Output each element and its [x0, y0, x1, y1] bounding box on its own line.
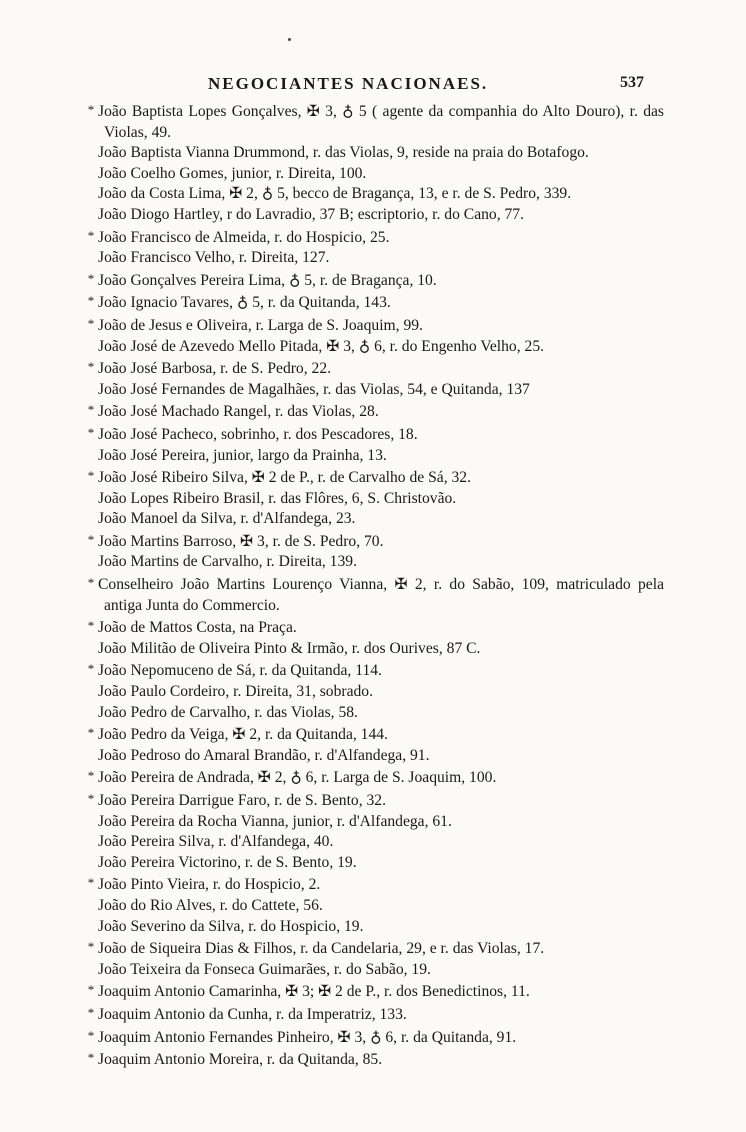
star-marker: * [87, 618, 95, 634]
list-item [84, 466, 664, 489]
list-item [84, 616, 664, 639]
entry-text: João Severino da Silva, r. do Hospicio, 19. [98, 917, 364, 935]
entry-text: João José de Azevedo Mello Pitada, ✠ 3, ♁ 6, r. do Engenho Velho, 25. [98, 337, 545, 355]
entry-text: João Lopes Ribeiro Brasil, r. das Flôres, 6, S. Christovão. [98, 489, 457, 507]
star-marker: * [87, 939, 95, 955]
entry-text: João José Pereira, junior, largo da Prainha, 13. [98, 446, 387, 464]
list-item [84, 357, 664, 380]
list-item [84, 960, 664, 981]
list-item [84, 446, 664, 467]
entry-text: João José Machado Rangel, r. das Violas, 28. [98, 403, 379, 421]
entry-text: João da Costa Lima, ✠ 2, ♁ 5, becco de Bragança, 13, e r. de S. Pedro, 339. [98, 185, 572, 203]
entry-text: João José Barbosa, r. de S. Pedro, 22. [98, 360, 332, 378]
star-marker: * [87, 1027, 95, 1043]
entry-text: João José Pacheco, sobrinho, r. dos Pescadores, 18. [98, 425, 418, 443]
list-item [84, 552, 664, 573]
list-item [84, 314, 664, 337]
list-item [84, 100, 664, 143]
entry-text: João Baptista Lopes Gonçalves, ✠ 3, ♁ 5 ( agente da companhia do Alto Douro), r. das Violas, 49. [98, 103, 664, 141]
list-item [84, 873, 664, 896]
list-item [84, 248, 664, 269]
entry-text: João Diogo Hartley, r do Lavradio, 37 B; escriptorio, r. do Cano, 77. [98, 205, 525, 223]
list-item [84, 400, 664, 423]
entry-text: João do Rio Alves, r. do Cattete, 56. [98, 896, 323, 914]
list-item [84, 937, 664, 960]
star-marker: * [87, 359, 95, 375]
star-marker: * [87, 661, 95, 677]
list-item [84, 832, 664, 853]
merchant-list [84, 100, 664, 1071]
entry-text: João Militão de Oliveira Pinto & Irmão, r. dos Ourives, 87 C. [98, 639, 481, 657]
star-marker: * [87, 725, 95, 741]
entry-text: Joaquim Antonio Fernandes Pinheiro, ✠ 3, ♁ 6, r. da Quitanda, 91. [98, 1028, 517, 1046]
entry-text: João de Mattos Costa, na Praça. [98, 619, 297, 637]
entry-text: Conselheiro João Martins Lourenço Vianna, ✠ 2, r. do Sabão, 109, matriculado pela antiga Junta do Commercio. [98, 576, 664, 614]
page-title: NEGOCIANTES NACIONAES. [208, 74, 489, 93]
list-item [84, 1026, 664, 1049]
entry-text: João Paulo Cordeiro, r. Direita, 31, sobrado. [98, 683, 374, 701]
entry-text: Joaquim Antonio Moreira, r. da Quitanda, 85. [98, 1051, 383, 1069]
entry-text: João Martins de Carvalho, r. Direita, 139. [98, 553, 357, 571]
list-item [84, 639, 664, 660]
list-item [84, 766, 664, 789]
list-item [84, 896, 664, 917]
star-marker: * [87, 575, 95, 591]
star-marker: * [87, 531, 95, 547]
list-item [84, 980, 664, 1003]
list-item [84, 164, 664, 185]
star-marker: * [87, 270, 95, 286]
star-marker: * [87, 791, 95, 806]
star-marker: * [87, 768, 95, 784]
print-speck [288, 38, 291, 41]
list-item [84, 380, 664, 401]
star-marker: * [87, 102, 95, 117]
entry-text: João de Siqueira Dias & Filhos, r. da Candelaria, 29, e r. das Violas, 17. [98, 940, 545, 958]
list-item [84, 917, 664, 938]
entry-text: João Pinto Vieira, r. do Hospicio, 2. [98, 876, 321, 894]
list-item [84, 1003, 664, 1026]
list-item [84, 143, 664, 164]
entry-text: João de Jesus e Oliveira, r. Larga de S. Joaquim, 99. [98, 316, 423, 334]
entry-text: João Baptista Vianna Drummond, r. das Violas, 9, reside na praia do Botafogo. [98, 144, 589, 162]
page-header [0, 74, 746, 96]
list-item [84, 853, 664, 874]
entry-text: João Pedro de Carvalho, r. das Violas, 58. [98, 703, 358, 721]
star-marker: * [87, 468, 95, 484]
entry-text: João Martins Barroso, ✠ 3, r. de S. Pedro, 70. [98, 532, 384, 550]
star-marker: * [87, 227, 95, 243]
star-marker: * [87, 424, 95, 440]
entry-text: João Teixeira da Fonseca Guimarães, r. do Sabão, 19. [98, 960, 431, 978]
list-item [84, 509, 664, 530]
list-item [84, 489, 664, 510]
entry-text: João Pereira Silva, r. d'Alfandega, 40. [98, 833, 334, 851]
entry-text: João Pereira Victorino, r. de S. Bento, 19. [98, 853, 357, 871]
list-item [84, 530, 664, 553]
entry-text: João Pereira da Rocha Vianna, junior, r. d'Alfandega, 61. [98, 812, 452, 830]
star-marker: * [87, 315, 95, 331]
page-number: 537 [620, 74, 644, 91]
entry-text: João Pereira Darrigue Faro, r. de S. Bento, 32. [98, 792, 386, 809]
entry-text: João Francisco Velho, r. Direita, 127. [98, 249, 330, 267]
list-item [84, 723, 664, 746]
list-item [84, 573, 664, 616]
list-item [84, 1048, 664, 1071]
entry-text: João Nepomuceno de Sá, r. da Quitanda, 114. [98, 662, 382, 680]
list-item [84, 291, 664, 314]
star-marker: * [87, 1050, 95, 1066]
entry-text: João José Ribeiro Silva, ✠ 2 de P., r. de Carvalho de Sá, 32. [98, 469, 471, 487]
entry-text: Joaquim Antonio da Cunha, r. da Imperatriz, 133. [98, 1005, 407, 1023]
list-item [84, 812, 664, 833]
list-item [84, 269, 664, 292]
list-item [84, 682, 664, 703]
entry-text: João Manoel da Silva, r. d'Alfandega, 23. [98, 510, 356, 528]
list-item [84, 205, 664, 226]
entry-text: João Gonçalves Pereira Lima, ♁ 5, r. de Bragança, 10. [98, 271, 437, 289]
entry-text: João Francisco de Almeida, r. do Hospicio, 25. [98, 228, 390, 246]
star-marker: * [87, 293, 95, 309]
star-marker: * [87, 982, 95, 998]
entry-text: João Pedro da Veiga, ✠ 2, r. da Quitanda, 144. [98, 726, 388, 744]
star-marker: * [87, 1004, 95, 1020]
entry-text: João José Fernandes de Magalhães, r. das Violas, 54, e Quitanda, 137 [98, 380, 530, 398]
entry-text: João Ignacio Tavares, ♁ 5, r. da Quitanda, 143. [98, 294, 391, 312]
list-item [84, 789, 664, 812]
list-item [84, 746, 664, 767]
star-marker: * [87, 402, 95, 418]
list-item [84, 337, 664, 358]
entry-text: João Pereira de Andrada, ✠ 2, ♁ 6, r. Larga de S. Joaquim, 100. [98, 769, 497, 787]
entry-text: Joaquim Antonio Camarinha, ✠ 3; ✠ 2 de P., r. dos Benedictinos, 11. [98, 983, 530, 1001]
list-item [84, 703, 664, 724]
list-item [84, 184, 664, 205]
list-item [84, 226, 664, 249]
star-marker: * [87, 875, 95, 891]
list-item [84, 423, 664, 446]
entry-text: João Pedroso do Amaral Brandão, r. d'Alfandega, 91. [98, 746, 430, 764]
entry-text: João Coelho Gomes, junior, r. Direita, 100. [98, 164, 367, 182]
list-item [84, 659, 664, 682]
